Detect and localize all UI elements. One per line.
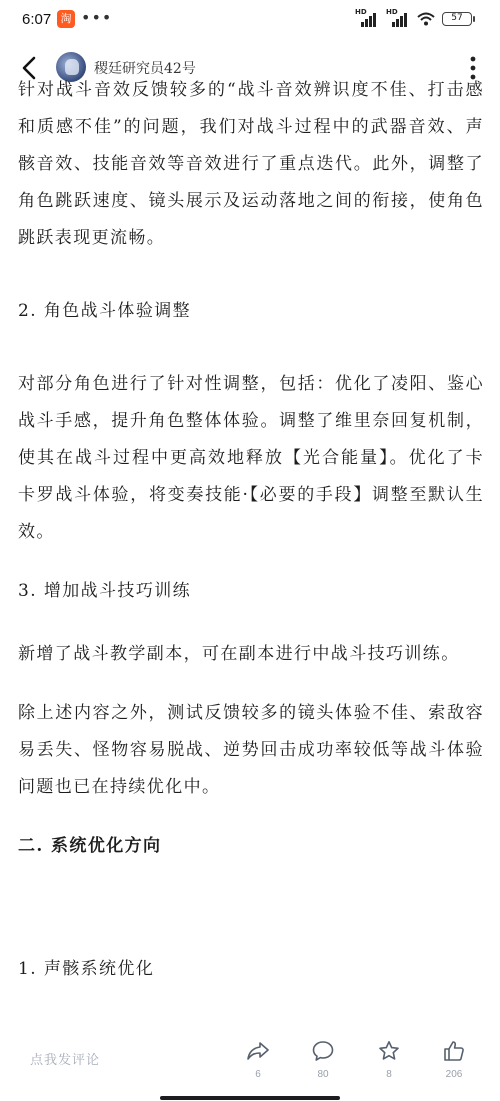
heading-system-optimization: 二. 系统优化方向 [18, 836, 162, 856]
article-body [0, 80, 500, 1029]
status-time: 6:07 [22, 11, 52, 28]
like-button[interactable] [434, 1039, 474, 1080]
favorite-count: 8 [386, 1069, 392, 1080]
paragraph-character-adjustments: 对部分角色进行了针对性调整，包括：优化了凌阳、鉴心战斗手感，提升角色整体体验。调整了维里奈回复机制，使其在战斗过程中更高效地释放【光合能量】。优化了卡卡罗战斗体验，将变奏技能·【必要的手段】调整至默认生效。 [18, 374, 484, 542]
like-count: 206 [445, 1069, 463, 1080]
status-indicators [355, 8, 472, 27]
home-indicator[interactable] [160, 1096, 340, 1100]
favorite-button[interactable] [369, 1039, 409, 1080]
taobao-app-icon: 淘 [57, 10, 75, 28]
signal-1-label: HD [355, 8, 367, 16]
paragraph-audio-optimization: 针对战斗音效反馈较多的“战斗音效辨识度不佳、打击感和质感不佳”的问题，我们对战斗过程中的武器音效、声骸音效、技能音效等音效进行了重点迭代。此外，调整了角色跳跃速度、镜头展示及运动落地之间的衔接，使角色跳跃表现更流畅。 [18, 80, 484, 248]
signal-2-icon [386, 8, 410, 27]
wifi-icon [417, 12, 435, 26]
article-content [18, 72, 484, 988]
share-count: 6 [255, 1069, 261, 1080]
bottom-action-bar [0, 1029, 500, 1101]
thumbs-up-icon [442, 1039, 466, 1063]
comment-count: 80 [317, 1069, 329, 1080]
share-icon [246, 1039, 270, 1063]
paragraph-ongoing-optimization: 除上述内容之外，测试反馈较多的镜头体验不佳、索敌容易丢失、怪物容易脱战、逆势回击成功率较低等战斗体验问题也已在持续优化中。 [18, 703, 484, 797]
signal-2-label: HD [386, 8, 398, 16]
heading-character-combat: 2. 角色战斗体验调整 [18, 301, 192, 321]
comment-input[interactable]: 点我发评论 [30, 1053, 101, 1068]
share-button[interactable] [238, 1039, 278, 1080]
star-icon [377, 1039, 401, 1063]
comment-icon [311, 1039, 335, 1063]
heading-combat-training: 3. 增加战斗技巧训练 [18, 581, 192, 601]
paragraph-combat-tutorial: 新增了战斗教学副本，可在副本进行中战斗技巧训练。 [18, 644, 460, 664]
heading-echo-system: 1. 声骸系统优化 [18, 959, 155, 979]
author-name[interactable]: 稷廷研究员42号 [94, 61, 196, 77]
comment-button[interactable] [303, 1039, 343, 1080]
battery-icon: 57 [442, 12, 472, 26]
notification-more-icon: ••• [81, 8, 113, 27]
status-bar [0, 0, 500, 42]
signal-1-icon [355, 8, 379, 27]
